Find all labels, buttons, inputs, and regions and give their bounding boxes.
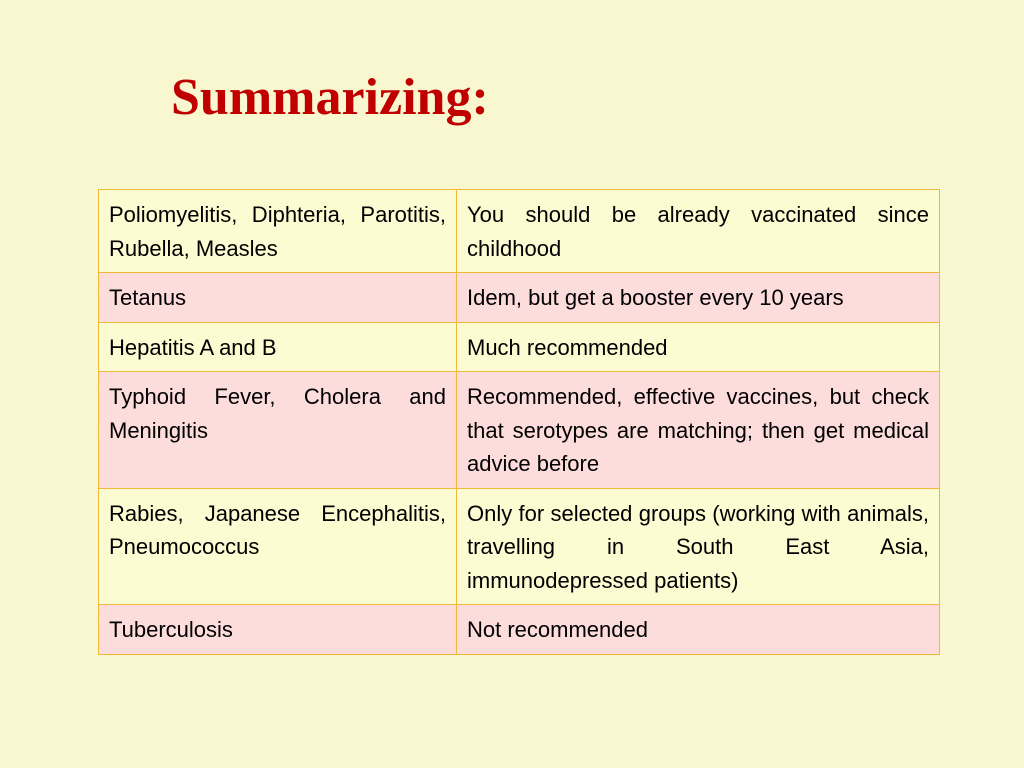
table-row — [99, 605, 940, 655]
vaccine-cell: Hepatitis A and B — [99, 322, 457, 372]
advice-cell: Much recommended — [457, 322, 940, 372]
slide-title: Summarizing: — [171, 69, 489, 126]
advice-cell: Only for selected groups (working with animals, travelling in South East Asia, immunodepressed patients) — [457, 488, 940, 605]
vaccine-cell: Tetanus — [99, 273, 457, 323]
vaccine-cell: Tuberculosis — [99, 605, 457, 655]
vaccine-cell: Poliomyelitis, Diphteria, Parotitis, Rubella, Measles — [99, 190, 457, 273]
vaccination-summary-table — [98, 189, 940, 655]
advice-cell: Not recommended — [457, 605, 940, 655]
table-row — [99, 273, 940, 323]
table-row — [99, 322, 940, 372]
table-row — [99, 190, 940, 273]
advice-cell: You should be already vaccinated since childhood — [457, 190, 940, 273]
table-row — [99, 488, 940, 605]
vaccine-cell: Rabies, Japanese Encephalitis, Pneumococcus — [99, 488, 457, 605]
advice-cell: Recommended, effective vaccines, but check that serotypes are matching; then get medical advice before — [457, 372, 940, 489]
table-row — [99, 372, 940, 489]
vaccine-cell: Typhoid Fever, Cholera and Meningitis — [99, 372, 457, 489]
advice-cell: Idem, but get a booster every 10 years — [457, 273, 940, 323]
